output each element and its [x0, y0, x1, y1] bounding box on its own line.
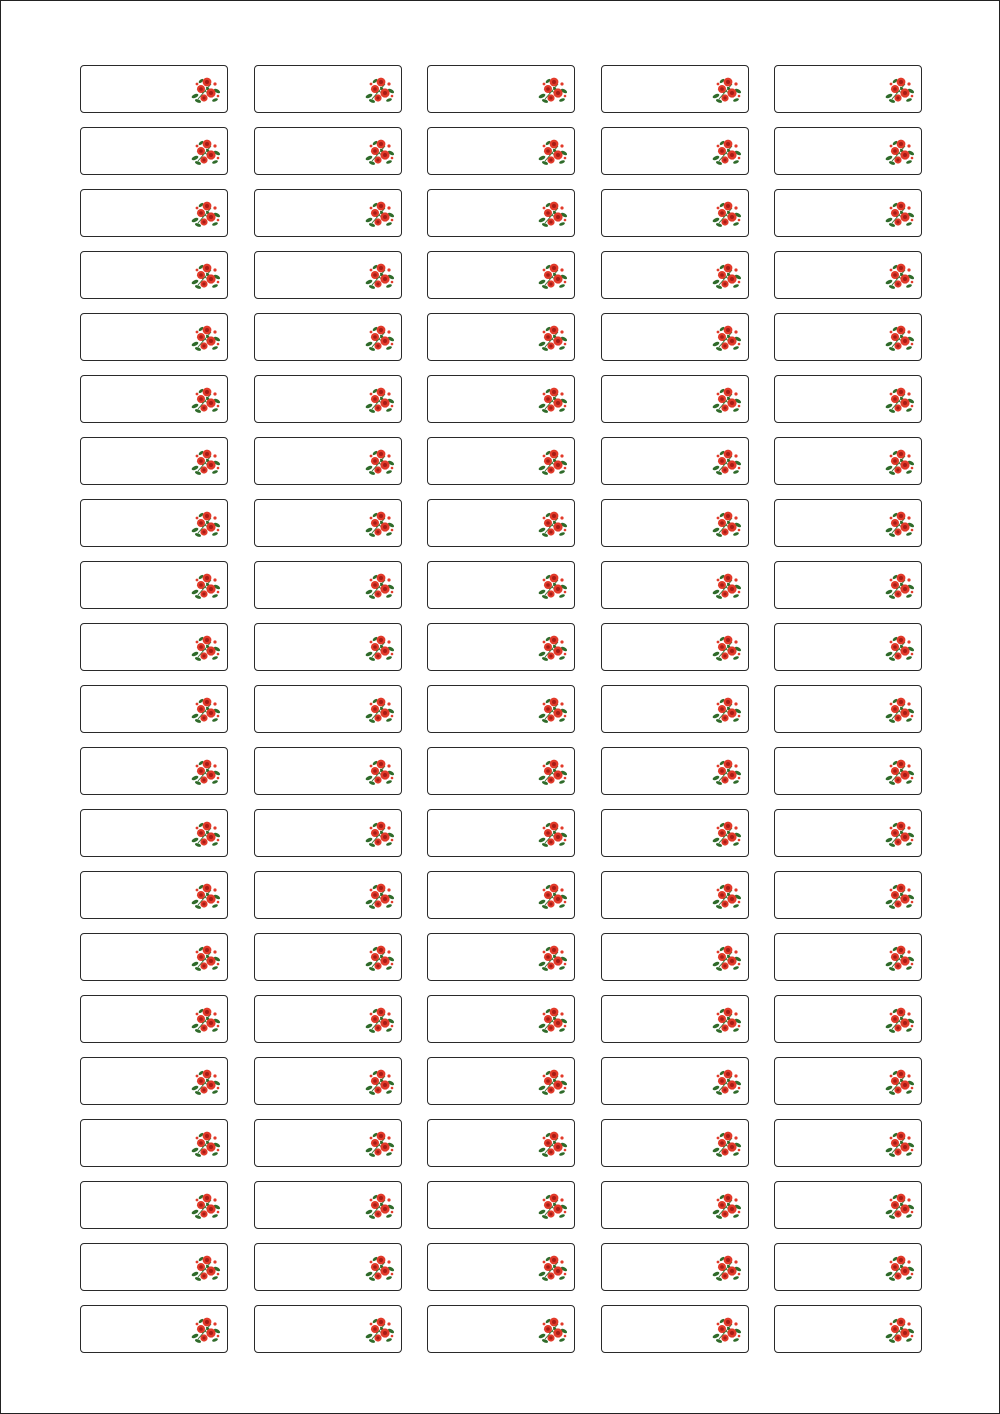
rose-bouquet-icon — [883, 1005, 917, 1035]
rose-bouquet-icon — [710, 1253, 744, 1283]
label-cell[interactable] — [254, 995, 402, 1043]
label-cell[interactable] — [80, 1057, 228, 1105]
label-cell[interactable] — [80, 65, 228, 113]
label-cell[interactable] — [427, 1119, 575, 1167]
rose-bouquet-icon — [883, 137, 917, 167]
rose-bouquet-icon — [363, 1129, 397, 1159]
rose-bouquet-icon — [883, 881, 917, 911]
label-cell[interactable] — [254, 189, 402, 237]
label-cell[interactable] — [427, 313, 575, 361]
rose-bouquet-icon — [189, 137, 223, 167]
label-cell[interactable] — [80, 995, 228, 1043]
rose-bouquet-icon — [363, 1005, 397, 1035]
label-cell[interactable] — [774, 313, 922, 361]
label-cell[interactable] — [601, 127, 749, 175]
rose-bouquet-icon — [883, 571, 917, 601]
rose-bouquet-icon — [883, 323, 917, 353]
label-cell[interactable] — [774, 375, 922, 423]
label-cell[interactable] — [427, 65, 575, 113]
label-cell[interactable] — [774, 1243, 922, 1291]
rose-bouquet-icon — [536, 199, 570, 229]
label-cell[interactable] — [774, 809, 922, 857]
label-cell[interactable] — [80, 1305, 228, 1353]
label-cell[interactable] — [80, 809, 228, 857]
label-cell[interactable] — [601, 995, 749, 1043]
label-cell[interactable] — [774, 561, 922, 609]
label-cell[interactable] — [774, 623, 922, 671]
label-cell[interactable] — [80, 561, 228, 609]
rose-bouquet-icon — [710, 819, 744, 849]
rose-bouquet-icon — [536, 695, 570, 725]
label-cell[interactable] — [254, 561, 402, 609]
label-cell[interactable] — [601, 1243, 749, 1291]
rose-bouquet-icon — [883, 943, 917, 973]
rose-bouquet-icon — [536, 1191, 570, 1221]
label-cell[interactable] — [254, 1243, 402, 1291]
label-cell[interactable] — [427, 375, 575, 423]
rose-bouquet-icon — [189, 1191, 223, 1221]
label-cell[interactable] — [601, 499, 749, 547]
rose-bouquet-icon — [363, 1315, 397, 1345]
rose-bouquet-icon — [883, 1191, 917, 1221]
rose-bouquet-icon — [363, 75, 397, 105]
label-cell[interactable] — [80, 375, 228, 423]
label-cell[interactable] — [254, 623, 402, 671]
label-cell[interactable] — [427, 251, 575, 299]
label-cell[interactable] — [774, 499, 922, 547]
rose-bouquet-icon — [710, 75, 744, 105]
label-cell[interactable] — [601, 1305, 749, 1353]
label-cell[interactable] — [774, 251, 922, 299]
rose-bouquet-icon — [363, 261, 397, 291]
label-cell[interactable] — [254, 685, 402, 733]
label-cell[interactable] — [774, 437, 922, 485]
label-cell[interactable] — [80, 499, 228, 547]
label-cell[interactable] — [601, 747, 749, 795]
label-cell[interactable] — [774, 995, 922, 1043]
label-cell[interactable] — [427, 685, 575, 733]
rose-bouquet-icon — [189, 1005, 223, 1035]
rose-bouquet-icon — [710, 509, 744, 539]
label-cell[interactable] — [254, 65, 402, 113]
label-cell[interactable] — [80, 685, 228, 733]
rose-bouquet-icon — [710, 1005, 744, 1035]
label-cell[interactable] — [80, 933, 228, 981]
label-cell[interactable] — [774, 189, 922, 237]
label-cell[interactable] — [774, 685, 922, 733]
rose-bouquet-icon — [363, 323, 397, 353]
rose-bouquet-icon — [363, 509, 397, 539]
rose-bouquet-icon — [710, 571, 744, 601]
label-cell[interactable] — [774, 1181, 922, 1229]
rose-bouquet-icon — [536, 509, 570, 539]
label-cell[interactable] — [80, 623, 228, 671]
label-cell[interactable] — [80, 251, 228, 299]
rose-bouquet-icon — [189, 571, 223, 601]
label-cell[interactable] — [601, 313, 749, 361]
rose-bouquet-icon — [710, 385, 744, 415]
label-cell[interactable] — [601, 809, 749, 857]
rose-bouquet-icon — [710, 757, 744, 787]
rose-bouquet-icon — [883, 695, 917, 725]
label-cell[interactable] — [427, 1181, 575, 1229]
rose-bouquet-icon — [710, 943, 744, 973]
rose-bouquet-icon — [189, 509, 223, 539]
label-cell[interactable] — [427, 1305, 575, 1353]
rose-bouquet-icon — [536, 385, 570, 415]
rose-bouquet-icon — [536, 633, 570, 663]
rose-bouquet-icon — [189, 695, 223, 725]
label-cell[interactable] — [80, 1243, 228, 1291]
rose-bouquet-icon — [883, 1315, 917, 1345]
label-cell[interactable] — [601, 685, 749, 733]
rose-bouquet-icon — [536, 1129, 570, 1159]
rose-bouquet-icon — [883, 633, 917, 663]
label-cell[interactable] — [427, 437, 575, 485]
label-cell[interactable] — [774, 871, 922, 919]
rose-bouquet-icon — [710, 633, 744, 663]
label-cell[interactable] — [254, 251, 402, 299]
label-cell[interactable] — [427, 623, 575, 671]
rose-bouquet-icon — [189, 1129, 223, 1159]
label-cell[interactable] — [601, 437, 749, 485]
rose-bouquet-icon — [883, 757, 917, 787]
label-cell[interactable] — [601, 1181, 749, 1229]
label-cell[interactable] — [254, 1305, 402, 1353]
rose-bouquet-icon — [536, 881, 570, 911]
rose-bouquet-icon — [536, 1067, 570, 1097]
rose-bouquet-icon — [363, 695, 397, 725]
rose-bouquet-icon — [710, 137, 744, 167]
label-cell[interactable] — [601, 623, 749, 671]
rose-bouquet-icon — [536, 819, 570, 849]
rose-bouquet-icon — [710, 1191, 744, 1221]
label-cell[interactable] — [601, 1119, 749, 1167]
label-cell[interactable] — [254, 375, 402, 423]
rose-bouquet-icon — [883, 509, 917, 539]
rose-bouquet-icon — [189, 261, 223, 291]
rose-bouquet-icon — [536, 1253, 570, 1283]
label-cell[interactable] — [601, 189, 749, 237]
rose-bouquet-icon — [363, 881, 397, 911]
rose-bouquet-icon — [536, 571, 570, 601]
label-cell[interactable] — [601, 1057, 749, 1105]
rose-bouquet-icon — [883, 1253, 917, 1283]
label-cell[interactable] — [427, 189, 575, 237]
rose-bouquet-icon — [710, 1067, 744, 1097]
label-cell[interactable] — [254, 871, 402, 919]
label-cell[interactable] — [774, 127, 922, 175]
label-cell[interactable] — [774, 933, 922, 981]
rose-bouquet-icon — [363, 447, 397, 477]
rose-bouquet-icon — [363, 571, 397, 601]
label-cell[interactable] — [601, 871, 749, 919]
rose-bouquet-icon — [189, 819, 223, 849]
rose-bouquet-icon — [363, 137, 397, 167]
rose-bouquet-icon — [363, 943, 397, 973]
label-cell[interactable] — [601, 375, 749, 423]
label-cell[interactable] — [80, 1119, 228, 1167]
rose-bouquet-icon — [536, 137, 570, 167]
rose-bouquet-icon — [189, 1253, 223, 1283]
label-cell[interactable] — [774, 1305, 922, 1353]
rose-bouquet-icon — [710, 199, 744, 229]
label-cell[interactable] — [80, 871, 228, 919]
rose-bouquet-icon — [710, 261, 744, 291]
rose-bouquet-icon — [189, 447, 223, 477]
rose-bouquet-icon — [536, 1005, 570, 1035]
rose-bouquet-icon — [883, 75, 917, 105]
rose-bouquet-icon — [189, 385, 223, 415]
label-cell[interactable] — [254, 1181, 402, 1229]
rose-bouquet-icon — [363, 633, 397, 663]
label-cell[interactable] — [427, 561, 575, 609]
rose-bouquet-icon — [536, 447, 570, 477]
rose-bouquet-icon — [363, 757, 397, 787]
label-cell[interactable] — [774, 1119, 922, 1167]
rose-bouquet-icon — [710, 1315, 744, 1345]
rose-bouquet-icon — [883, 261, 917, 291]
rose-bouquet-icon — [363, 1067, 397, 1097]
rose-bouquet-icon — [189, 323, 223, 353]
rose-bouquet-icon — [536, 757, 570, 787]
rose-bouquet-icon — [189, 1315, 223, 1345]
label-cell[interactable] — [80, 747, 228, 795]
label-cell[interactable] — [427, 127, 575, 175]
rose-bouquet-icon — [883, 447, 917, 477]
label-cell[interactable] — [254, 1057, 402, 1105]
rose-bouquet-icon — [189, 881, 223, 911]
label-cell[interactable] — [427, 933, 575, 981]
rose-bouquet-icon — [189, 943, 223, 973]
rose-bouquet-icon — [189, 75, 223, 105]
rose-bouquet-icon — [363, 819, 397, 849]
rose-bouquet-icon — [189, 1067, 223, 1097]
rose-bouquet-icon — [189, 757, 223, 787]
label-cell[interactable] — [80, 313, 228, 361]
label-cell[interactable] — [427, 871, 575, 919]
rose-bouquet-icon — [883, 1129, 917, 1159]
label-cell[interactable] — [254, 747, 402, 795]
label-cell[interactable] — [254, 499, 402, 547]
rose-bouquet-icon — [883, 1067, 917, 1097]
rose-bouquet-icon — [883, 199, 917, 229]
rose-bouquet-icon — [536, 323, 570, 353]
rose-bouquet-icon — [363, 385, 397, 415]
label-cell[interactable] — [427, 499, 575, 547]
label-cell[interactable] — [254, 313, 402, 361]
label-cell[interactable] — [427, 809, 575, 857]
label-cell[interactable] — [254, 437, 402, 485]
label-cell[interactable] — [80, 127, 228, 175]
label-cell[interactable] — [254, 127, 402, 175]
label-cell[interactable] — [774, 65, 922, 113]
label-cell[interactable] — [427, 1243, 575, 1291]
label-cell[interactable] — [601, 561, 749, 609]
rose-bouquet-icon — [710, 1129, 744, 1159]
rose-bouquet-icon — [536, 943, 570, 973]
rose-bouquet-icon — [710, 695, 744, 725]
label-cell[interactable] — [601, 251, 749, 299]
rose-bouquet-icon — [536, 1315, 570, 1345]
label-cell[interactable] — [80, 1181, 228, 1229]
rose-bouquet-icon — [883, 819, 917, 849]
rose-bouquet-icon — [883, 385, 917, 415]
label-cell[interactable] — [80, 437, 228, 485]
label-cell[interactable] — [427, 1057, 575, 1105]
rose-bouquet-icon — [536, 261, 570, 291]
label-cell[interactable] — [427, 747, 575, 795]
label-cell[interactable] — [254, 933, 402, 981]
rose-bouquet-icon — [710, 447, 744, 477]
label-grid — [80, 65, 922, 1353]
rose-bouquet-icon — [363, 1191, 397, 1221]
rose-bouquet-icon — [710, 881, 744, 911]
label-cell[interactable] — [254, 1119, 402, 1167]
rose-bouquet-icon — [189, 633, 223, 663]
rose-bouquet-icon — [363, 199, 397, 229]
rose-bouquet-icon — [189, 199, 223, 229]
label-cell[interactable] — [601, 65, 749, 113]
label-cell[interactable] — [80, 189, 228, 237]
rose-bouquet-icon — [363, 1253, 397, 1283]
label-cell[interactable] — [601, 933, 749, 981]
label-cell[interactable] — [774, 1057, 922, 1105]
rose-bouquet-icon — [710, 323, 744, 353]
rose-bouquet-icon — [536, 75, 570, 105]
label-cell[interactable] — [774, 747, 922, 795]
label-cell[interactable] — [427, 995, 575, 1043]
label-cell[interactable] — [254, 809, 402, 857]
